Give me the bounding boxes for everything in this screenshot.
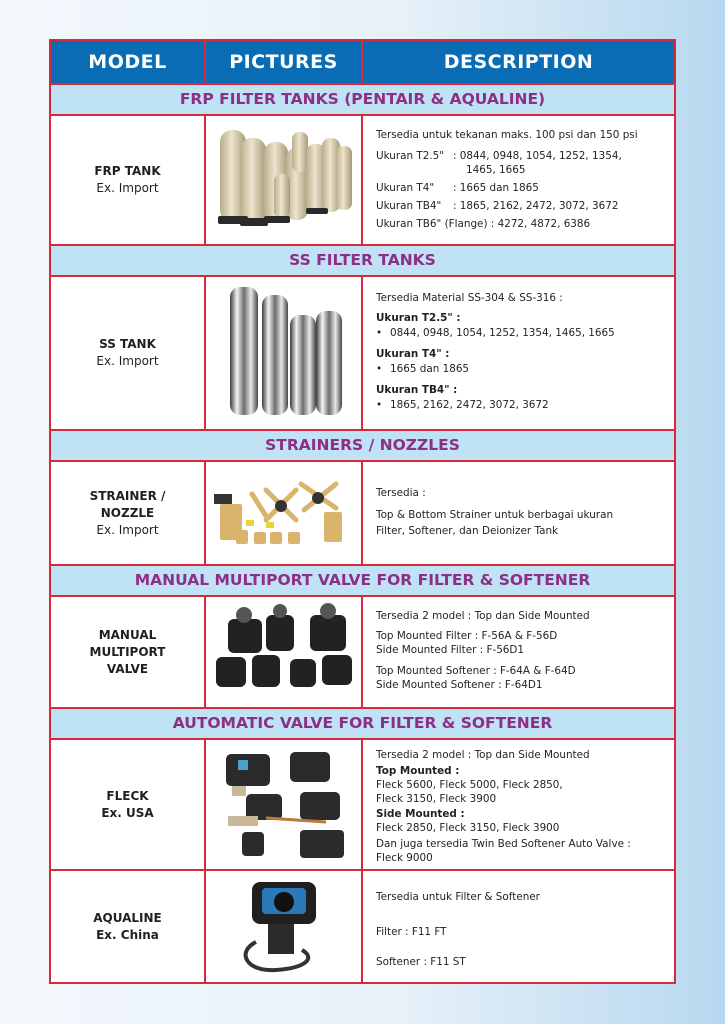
header-model: MODEL xyxy=(88,51,167,73)
model-name-3: VALVE xyxy=(106,661,149,676)
model-name-2: NOZZLE xyxy=(100,505,155,520)
ss-description: Tersedia Material SS-304 & SS-316 : Ukuran T2.5" : • 0844, 0948, 1054, 1252, 1354, 1465, 1665 Ukuran T4" : • 1665 dan 1865 Ukuran TB4" : • 1865, 2162, 2472, 3072, 3672 xyxy=(376,292,615,411)
section-auto-title: AUTOMATIC VALVE FOR FILTER & SOFTENER xyxy=(51,707,674,740)
section-ss-title: SS FILTER TANKS xyxy=(51,244,674,277)
header-description: DESCRIPTION xyxy=(443,51,594,73)
aqualine-valve-image xyxy=(206,872,361,982)
fleck-description: Tersedia 2 model : Top dan Side Mounted Top Mounted : Fleck 5600, Fleck 5000, Fleck 2850, Fleck 3150, Fleck 3900 Side Mounted : Fleck 2850, Fleck 3150, Fleck 3900 Dan juga tersedia Twin Bed Softener Auto Valve : Fleck 9000 xyxy=(376,749,631,864)
aqualine-description: Tersedia untuk Filter & Softener Filter : F11 FT Softener : F11 ST xyxy=(376,891,540,968)
model-name: FRP TANK xyxy=(94,164,161,178)
ss-tanks-image xyxy=(206,277,361,429)
model-name-2: MULTIPORT xyxy=(89,644,166,659)
manual-description: Tersedia 2 model : Top dan Side Mounted Top Mounted Filter : F-56A & F-56D Side Mounted Filter : F-56D1 Top Mounted Softener : F-64A & F-64D Side Mounted Softener : F-64D1 xyxy=(376,610,590,691)
model-name: FLECK xyxy=(106,788,149,803)
model-origin: Ex. Import xyxy=(96,354,159,368)
model-name: SS TANK xyxy=(99,337,156,351)
model-name: MANUAL xyxy=(98,627,157,642)
table-header xyxy=(51,41,674,85)
model-origin: Ex. Import xyxy=(96,181,159,195)
section-strainer-title: STRAINERS / NOZZLES xyxy=(51,429,674,462)
header-pictures: PICTURES xyxy=(229,51,338,73)
fleck-valve-image xyxy=(206,740,361,869)
frp-tanks-image xyxy=(206,116,361,244)
strainer-image xyxy=(206,462,361,564)
model-name: STRAINER / xyxy=(89,488,166,503)
section-manual-title: MANUAL MULTIPORT VALVE FOR FILTER & SOFTENER xyxy=(51,564,674,597)
strainer-description: Tersedia : Top & Bottom Strainer untuk berbagai ukuran Filter, Softener, dan Deionizer Tank xyxy=(376,487,614,537)
model-origin: Ex. Import xyxy=(96,522,159,537)
product-table xyxy=(49,39,676,984)
model-origin: Ex. China xyxy=(96,928,159,942)
frp-description: Tersedia untuk tekanan maks. 100 psi dan 150 psi Ukuran T2.5" : 0844, 0948, 1054, 1252, 1354, 1465, 1665 Ukuran T4" : 1665 dan 1865 Ukuran TB4" : 1865, 2162, 2472, 3072, 3672 Ukuran TB6" (Flange) : 4272, 4872, 6386 xyxy=(376,129,638,230)
model-origin: Ex. USA xyxy=(101,805,154,820)
model-name: AQUALINE xyxy=(93,911,162,925)
section-frp-title: FRP FILTER TANKS (PENTAIR & AQUALINE) xyxy=(51,83,674,116)
manual-valve-image xyxy=(206,597,361,707)
